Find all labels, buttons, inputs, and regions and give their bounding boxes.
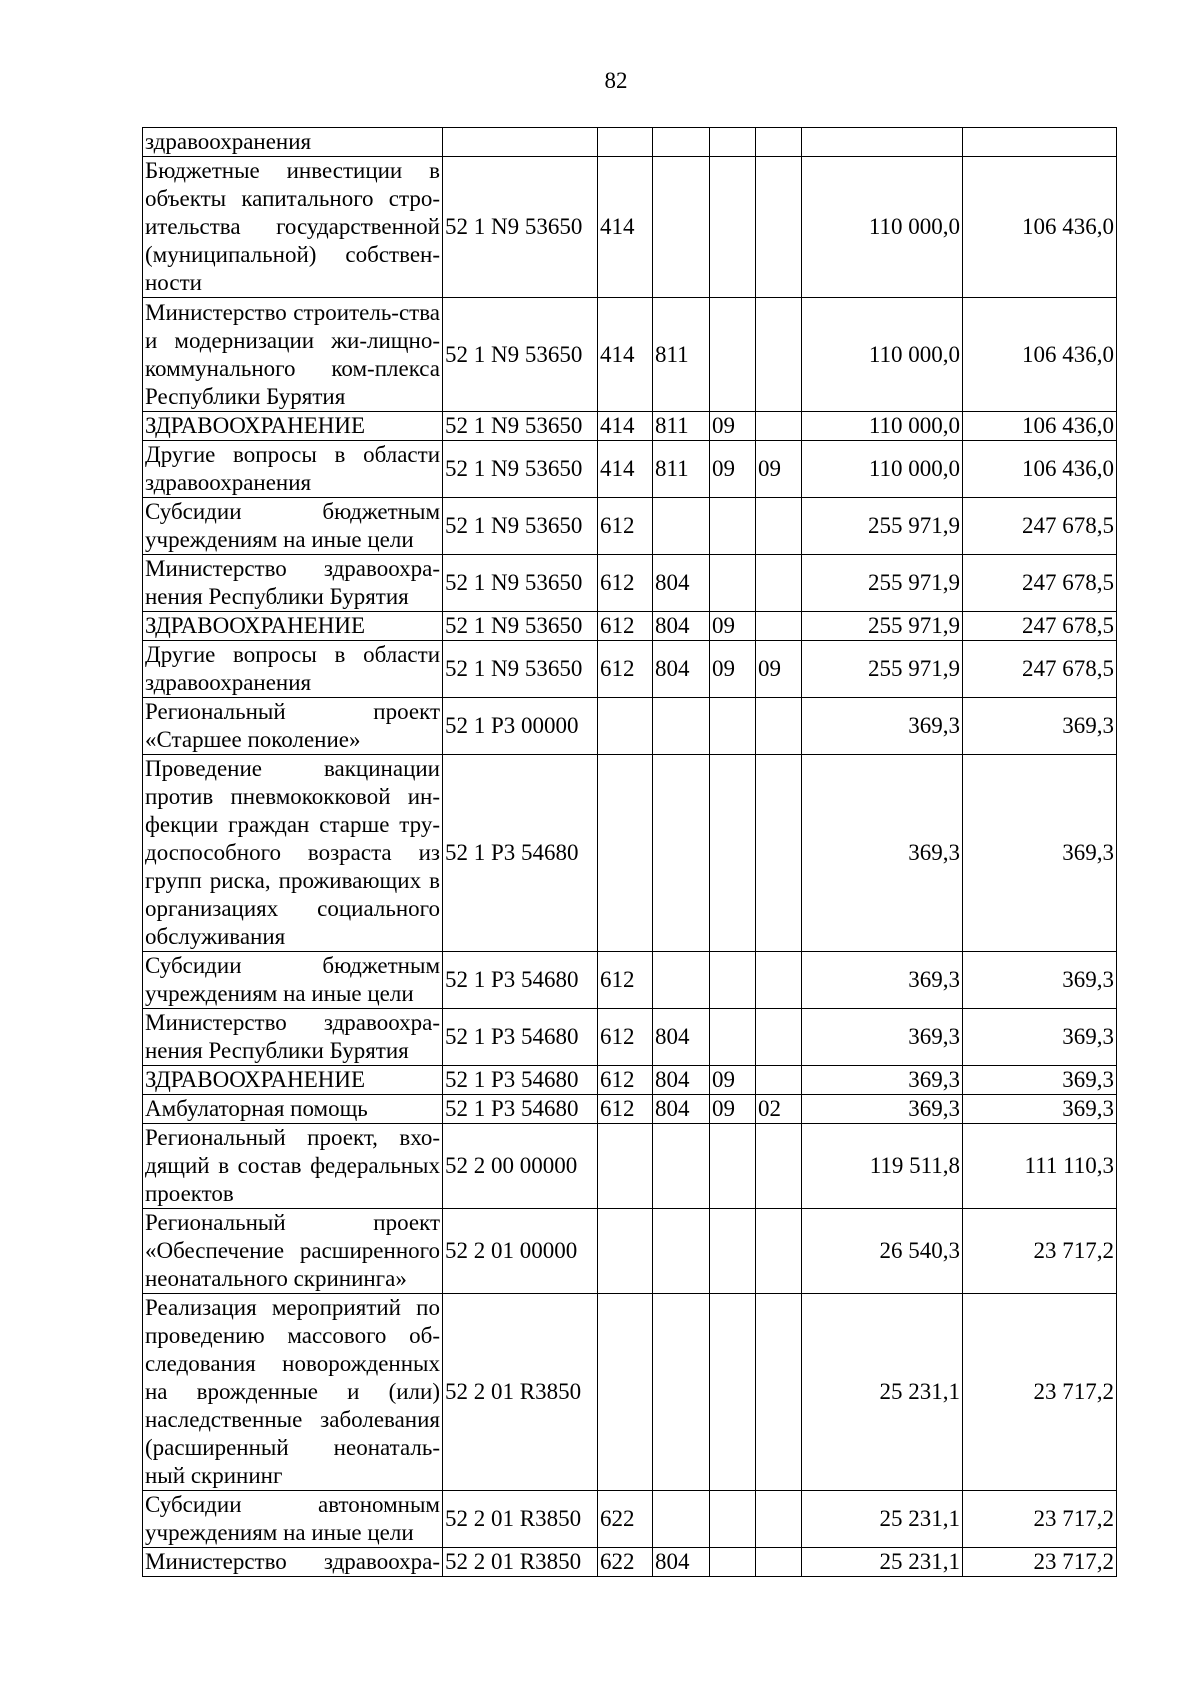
subsection-code [756, 555, 802, 612]
expense-type-code [598, 1209, 653, 1294]
expense-type-code: 612 [598, 1066, 653, 1095]
section-code [710, 1294, 756, 1491]
target-article-code: 52 2 00 00000 [443, 1124, 598, 1209]
expense-type-code [598, 1294, 653, 1491]
target-article-code: 52 1 N9 53650 [443, 412, 598, 441]
subsection-code [756, 1066, 802, 1095]
amount-executed: 106 436,0 [963, 412, 1117, 441]
expense-type-code: 612 [598, 612, 653, 641]
target-article-code: 52 1 P3 54680 [443, 755, 598, 952]
section-code [710, 555, 756, 612]
table-row [143, 1124, 1117, 1209]
row-name: Министерство здравоохра- [143, 1548, 443, 1577]
row-name: Субсидии бюджетным учреждениям на иные цели [143, 952, 443, 1009]
section-code [710, 1209, 756, 1294]
expense-type-code: 612 [598, 641, 653, 698]
ministry-code: 811 [653, 441, 710, 498]
amount-executed: 247 678,5 [963, 641, 1117, 698]
amount-executed: 247 678,5 [963, 555, 1117, 612]
amount-executed: 23 717,2 [963, 1209, 1117, 1294]
subsection-code [756, 157, 802, 298]
amount-executed: 369,3 [963, 698, 1117, 755]
ministry-code [653, 952, 710, 1009]
expense-type-code: 414 [598, 298, 653, 412]
ministry-code: 804 [653, 555, 710, 612]
ministry-code: 811 [653, 298, 710, 412]
amount-planned: 26 540,3 [802, 1209, 963, 1294]
table-row [143, 641, 1117, 698]
row-name: Амбулаторная помощь [143, 1095, 443, 1124]
amount-executed: 369,3 [963, 952, 1117, 1009]
table-row [143, 952, 1117, 1009]
table-row [143, 157, 1117, 298]
amount-executed: 369,3 [963, 1009, 1117, 1066]
subsection-code [756, 1491, 802, 1548]
table-row [143, 128, 1117, 157]
target-article-code: 52 1 N9 53650 [443, 298, 598, 412]
table-row [143, 441, 1117, 498]
target-article-code: 52 1 N9 53650 [443, 441, 598, 498]
amount-executed: 247 678,5 [963, 498, 1117, 555]
ministry-code: 811 [653, 412, 710, 441]
row-name: Министерство здравоохра-нения Республики Бурятия [143, 555, 443, 612]
section-code: 09 [710, 1095, 756, 1124]
amount-executed: 369,3 [963, 1066, 1117, 1095]
section-code [710, 1491, 756, 1548]
target-article-code: 52 1 N9 53650 [443, 612, 598, 641]
target-article-code: 52 1 N9 53650 [443, 641, 598, 698]
subsection-code: 09 [756, 441, 802, 498]
amount-planned [802, 128, 963, 157]
table-row [143, 755, 1117, 952]
expense-type-code: 612 [598, 555, 653, 612]
amount-executed: 247 678,5 [963, 612, 1117, 641]
table-row [143, 555, 1117, 612]
table-row [143, 1066, 1117, 1095]
amount-planned: 369,3 [802, 755, 963, 952]
amount-planned: 255 971,9 [802, 612, 963, 641]
ministry-code [653, 755, 710, 952]
ministry-code [653, 128, 710, 157]
amount-planned: 110 000,0 [802, 157, 963, 298]
expense-type-code: 612 [598, 1009, 653, 1066]
amount-planned: 369,3 [802, 952, 963, 1009]
expense-type-code: 612 [598, 952, 653, 1009]
ministry-code [653, 1124, 710, 1209]
row-name: ЗДРАВООХРАНЕНИЕ [143, 612, 443, 641]
table-row [143, 412, 1117, 441]
table-row [143, 698, 1117, 755]
expense-type-code: 612 [598, 498, 653, 555]
expense-type-code: 622 [598, 1491, 653, 1548]
subsection-code [756, 952, 802, 1009]
amount-planned: 255 971,9 [802, 498, 963, 555]
page-number: 82 [604, 68, 628, 93]
section-code [710, 1009, 756, 1066]
amount-executed: 23 717,2 [963, 1491, 1117, 1548]
section-code [710, 755, 756, 952]
subsection-code [756, 1124, 802, 1209]
row-name: ЗДРАВООХРАНЕНИЕ [143, 1066, 443, 1095]
target-article-code: 52 1 N9 53650 [443, 157, 598, 298]
amount-planned: 369,3 [802, 1066, 963, 1095]
subsection-code: 02 [756, 1095, 802, 1124]
ministry-code [653, 698, 710, 755]
ministry-code: 804 [653, 1095, 710, 1124]
expense-type-code [598, 698, 653, 755]
ministry-code: 804 [653, 1066, 710, 1095]
row-name: Бюджетные инвестиции в объекты капитального стро-ительства государственной (муниципальной) собствен-ности [143, 157, 443, 298]
table-row [143, 1294, 1117, 1491]
row-name: Региональный проект «Старшее поколение» [143, 698, 443, 755]
amount-planned: 25 231,1 [802, 1548, 963, 1577]
ministry-code [653, 157, 710, 298]
amount-executed: 23 717,2 [963, 1294, 1117, 1491]
table-row [143, 612, 1117, 641]
row-name: Региональный проект «Обеспечение расширенного неонатального скрининга» [143, 1209, 443, 1294]
section-code: 09 [710, 612, 756, 641]
table-row [143, 298, 1117, 412]
row-name: Реализация мероприятий по проведению массового об-следования новорожденных на врожденные и (или) наследственные заболевания (расширенный неонаталь-ный скрининг [143, 1294, 443, 1491]
ministry-code: 804 [653, 1009, 710, 1066]
target-article-code: 52 1 P3 54680 [443, 1066, 598, 1095]
ministry-code: 804 [653, 612, 710, 641]
target-article-code: 52 1 P3 54680 [443, 1009, 598, 1066]
expense-type-code [598, 1124, 653, 1209]
subsection-code [756, 698, 802, 755]
row-name: Другие вопросы в области здравоохранения [143, 441, 443, 498]
amount-planned: 369,3 [802, 1009, 963, 1066]
section-code: 09 [710, 641, 756, 698]
row-name: Субсидии бюджетным учреждениям на иные цели [143, 498, 443, 555]
section-code: 09 [710, 412, 756, 441]
section-code [710, 298, 756, 412]
target-article-code: 52 1 P3 00000 [443, 698, 598, 755]
expense-type-code: 612 [598, 1095, 653, 1124]
amount-planned: 369,3 [802, 1095, 963, 1124]
row-name: Другие вопросы в области здравоохранения [143, 641, 443, 698]
subsection-code [756, 128, 802, 157]
table-row [143, 1209, 1117, 1294]
ministry-code: 804 [653, 641, 710, 698]
section-code [710, 128, 756, 157]
expense-type-code: 414 [598, 412, 653, 441]
table-row [143, 498, 1117, 555]
subsection-code [756, 1009, 802, 1066]
table-row [143, 1095, 1117, 1124]
amount-planned: 110 000,0 [802, 412, 963, 441]
table-row [143, 1548, 1117, 1577]
section-code [710, 498, 756, 555]
amount-planned: 110 000,0 [802, 441, 963, 498]
target-article-code: 52 1 P3 54680 [443, 1095, 598, 1124]
section-code [710, 157, 756, 298]
expense-type-code [598, 128, 653, 157]
amount-executed: 106 436,0 [963, 441, 1117, 498]
table-row [143, 1491, 1117, 1548]
amount-executed: 369,3 [963, 1095, 1117, 1124]
amount-planned: 255 971,9 [802, 641, 963, 698]
target-article-code [443, 128, 598, 157]
row-name: ЗДРАВООХРАНЕНИЕ [143, 412, 443, 441]
section-code: 09 [710, 441, 756, 498]
target-article-code: 52 1 N9 53650 [443, 555, 598, 612]
section-code [710, 1548, 756, 1577]
section-code [710, 952, 756, 1009]
row-name: Министерство здравоохра-нения Республики Бурятия [143, 1009, 443, 1066]
target-article-code: 52 1 P3 54680 [443, 952, 598, 1009]
subsection-code [756, 1294, 802, 1491]
amount-executed: 23 717,2 [963, 1548, 1117, 1577]
budget-table [142, 127, 1117, 1577]
amount-planned: 25 231,1 [802, 1491, 963, 1548]
target-article-code: 52 2 01 00000 [443, 1209, 598, 1294]
expense-type-code: 414 [598, 157, 653, 298]
ministry-code [653, 498, 710, 555]
table-row [143, 1009, 1117, 1066]
amount-executed: 111 110,3 [963, 1124, 1117, 1209]
subsection-code [756, 298, 802, 412]
ministry-code [653, 1209, 710, 1294]
section-code [710, 698, 756, 755]
row-name: Министерство строитель-ства и модернизации жи-лищно-коммунального ком-плекса Республики Бурятия [143, 298, 443, 412]
target-article-code: 52 2 01 R3850 [443, 1548, 598, 1577]
row-name: здравоохранения [143, 128, 443, 157]
ministry-code: 804 [653, 1548, 710, 1577]
amount-planned: 110 000,0 [802, 298, 963, 412]
ministry-code [653, 1491, 710, 1548]
amount-planned: 119 511,8 [802, 1124, 963, 1209]
subsection-code [756, 1209, 802, 1294]
expense-type-code: 414 [598, 441, 653, 498]
subsection-code [756, 498, 802, 555]
amount-planned: 25 231,1 [802, 1294, 963, 1491]
section-code [710, 1124, 756, 1209]
target-article-code: 52 2 01 R3850 [443, 1491, 598, 1548]
amount-executed [963, 128, 1117, 157]
amount-executed: 106 436,0 [963, 298, 1117, 412]
amount-planned: 255 971,9 [802, 555, 963, 612]
expense-type-code: 622 [598, 1548, 653, 1577]
subsection-code [756, 412, 802, 441]
ministry-code [653, 1294, 710, 1491]
subsection-code [756, 1548, 802, 1577]
amount-executed: 369,3 [963, 755, 1117, 952]
target-article-code: 52 2 01 R3850 [443, 1294, 598, 1491]
expense-type-code [598, 755, 653, 952]
target-article-code: 52 1 N9 53650 [443, 498, 598, 555]
subsection-code: 09 [756, 641, 802, 698]
subsection-code [756, 612, 802, 641]
row-name: Субсидии автономным учреждениям на иные цели [143, 1491, 443, 1548]
amount-planned: 369,3 [802, 698, 963, 755]
row-name: Проведение вакцинации против пневмококковой ин-фекции граждан старше тру-доспособного возраста из групп риска, проживающих в организациях социального обслуживания [143, 755, 443, 952]
section-code: 09 [710, 1066, 756, 1095]
subsection-code [756, 755, 802, 952]
row-name: Региональный проект, вхо-дящий в состав федеральных проектов [143, 1124, 443, 1209]
amount-executed: 106 436,0 [963, 157, 1117, 298]
